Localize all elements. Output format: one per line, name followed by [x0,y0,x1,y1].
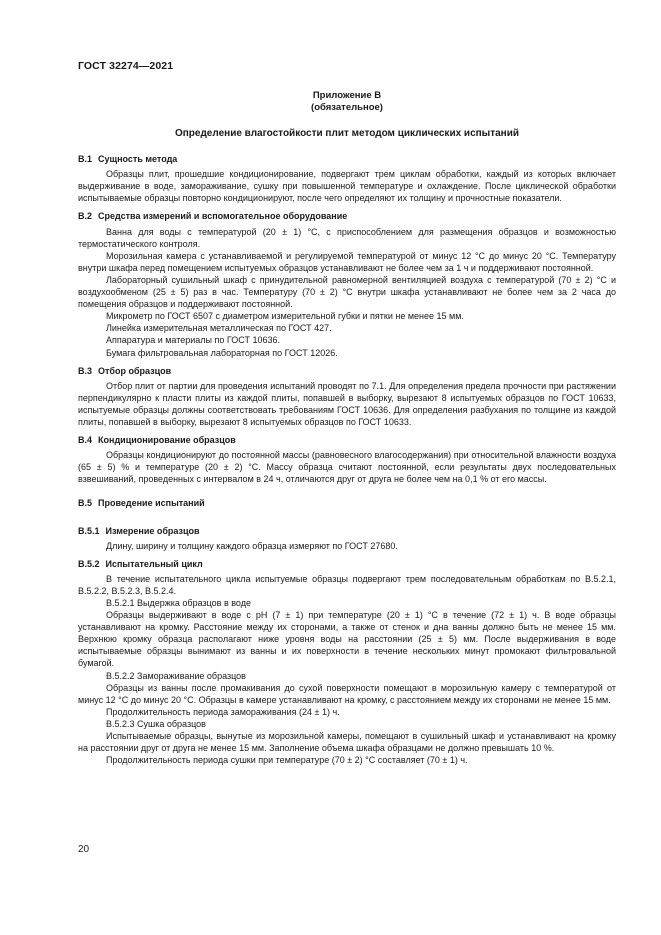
paragraph: Продолжительность периода замораживания (24 ± 1) ч. [106,706,340,717]
section-number: В.4 [78,435,93,446]
paragraph: Образцы из ванны после промакивания до сухой поверхности помещают в морозильную камеру с температурой от минус 12 °С до минус 20 °С. Образцы в камере устанавливают на кромку, с расстоянием между их сторонами не менее 15 мм. [78,682,616,705]
section-number: В.1 [78,154,93,165]
paragraph: Продолжительность периода сушки при температуре (70 ± 2) °С составляет (70 ± 1) ч. [106,755,468,766]
main-title: Определение влагостойкости плит методом циклических испытаний [174,128,520,139]
section-title: Кондиционирование образцов [98,435,236,446]
section-title: Средства измерений и вспомогательное оборудование [98,211,348,222]
clause-heading: В.5.2.1 Выдержка образцов в воде [106,598,251,608]
subsection-heading [78,525,616,537]
paragraph: Образцы плит, прошедшие кондиционирование, подвергают трем циклам обработки, каждый из которых включает выдерживание в воде, замораживание, сушку при повышенной температуре и охлаждение. После циклической обработки испытываемые образцы повторно кондиционируют, после чего определяют их толщину и прочностные показатели. [78,169,616,204]
section-number: В.2 [78,211,93,222]
section-title: Испытательный цикл [105,558,203,569]
document-header: ГОСТ 32274—2021 [78,60,174,72]
paragraph: Бумага фильтровальная лабораторная по ГОСТ 12026. [106,347,338,358]
clause-heading: В.5.2.3 Сушка образцов [106,718,206,729]
section-heading [78,434,616,446]
spacer [78,513,616,519]
paragraph: Отбор плит от партии для проведения испытаний проводят по 7.1. Для определения предела прочности при растяжении перпендикулярно к пласти плиты из каждой плиты, попавшей в выборку, вырезают 8 испытуемых образцов по ГОСТ 10633, испытуемые образцы должны соответствовать требованиям ГОСТ 10636. Для определения разбухания по толщине из каждой плиты, попавшей в выборку, вырезают 8 испытуемых образцов по ГОСТ 10633. [78,380,616,427]
clause-heading: В.5.2.2 Замораживание образцов [106,670,246,681]
paragraph: Испытываемые образцы, вынутые из морозильной камеры, помещают в сушильный шкаф и устанавливают на кромку на расстоянии друг от друга не менее 15 мм. Заполнение объема шкафа образцами не должно превышать 10 %. [78,731,616,754]
section-number: В.5.1 [78,525,100,536]
section-heading [78,365,616,377]
section-number: В.5.2 [78,558,100,569]
annex-subtitle: (обязательное) [311,102,383,113]
section-number: В.5 [78,498,93,509]
section-title: Проведение испытаний [98,498,205,509]
subsection-heading [78,558,616,570]
paragraph: Аппаратура и материалы по ГОСТ 10636. [106,335,280,346]
paragraph: Морозильная камера с устанавливаемой и регулируемой температурой от минус 12 °С до минус 20 °С. Температуру внутри шкафа перед помещением испытуемых образцов устанавливают не более чем за 1 ч и поддерживают постоянной. [78,250,616,273]
paragraph: Образцы выдерживают в воде с рН (7 ± 1) при температуре (20 ± 1) °С в течение (72 ± 1) ч. В воде образцы устанавливают на кромку. Расстояние между их сторонами, а также от стенок и дна ванны должно быть не менее 15 мм. Верхнюю кромку образца располагают ниже уровня воды на расстоянии (25 ± 5) мм. После выдерживания в воде испытываемые образцы вынимают из ванны и их поверхности в течение нескольких минут промокают фильтровальной бумагой. [78,610,616,669]
paragraph: Лабораторный сушильный шкаф с принудительной равномерной вентиляцией воздуха с температурой (70 ± 2) °С и воздухообменом (25 ± 5) раз в час. Температуру (70 ± 2) °С внутри шкафа устанавливают не более чем за 2 часа до помещения образцов и поддерживают постоянной. [78,274,616,310]
paragraph: Линейка измерительная металлическая по ГОСТ 427. [106,323,332,334]
section-heading [78,210,616,222]
page-number: 20 [78,844,90,855]
paragraph: В течение испытательного цикла испытуемые образцы подвергают трем последовательным обработкам по В.5.2.1, В.5.2.2, В.5.2.3, В.5.2.4. [78,573,616,596]
paragraph: Микрометр по ГОСТ 6507 с диаметром измерительной губки и пятки не менее 15 мм. [106,311,464,322]
section-number: В.3 [78,365,93,376]
annex-title: Приложение В [312,90,382,101]
section-heading [78,153,616,165]
section-heading [78,497,616,509]
spacer [78,485,616,491]
section-title: Сущность метода [98,154,178,165]
document-body [78,90,616,766]
paragraph: Длину, ширину и толщину каждого образца измеряют по ГОСТ 27680. [106,540,398,551]
paragraph: Ванна для воды с температурой (20 ± 1) °С, с приспособлением для размещения образцов и возможностью термостатического контроля. [78,226,616,249]
section-title: Измерение образцов [105,525,200,536]
paragraph: Образцы кондиционируют до постоянной массы (равновесного влагосодержания) при относительной влажности воздуха (65 ± 5) % и температуре (20 ± 2) °С. Массу образца считают постоянной, если результаты двух последовательных взвешиваний, проведенных с интервалом в 24 ч, отличаются друг от друга не более чем на 0,1 % от его массы. [78,450,616,485]
section-title: Отбор образцов [98,365,172,376]
